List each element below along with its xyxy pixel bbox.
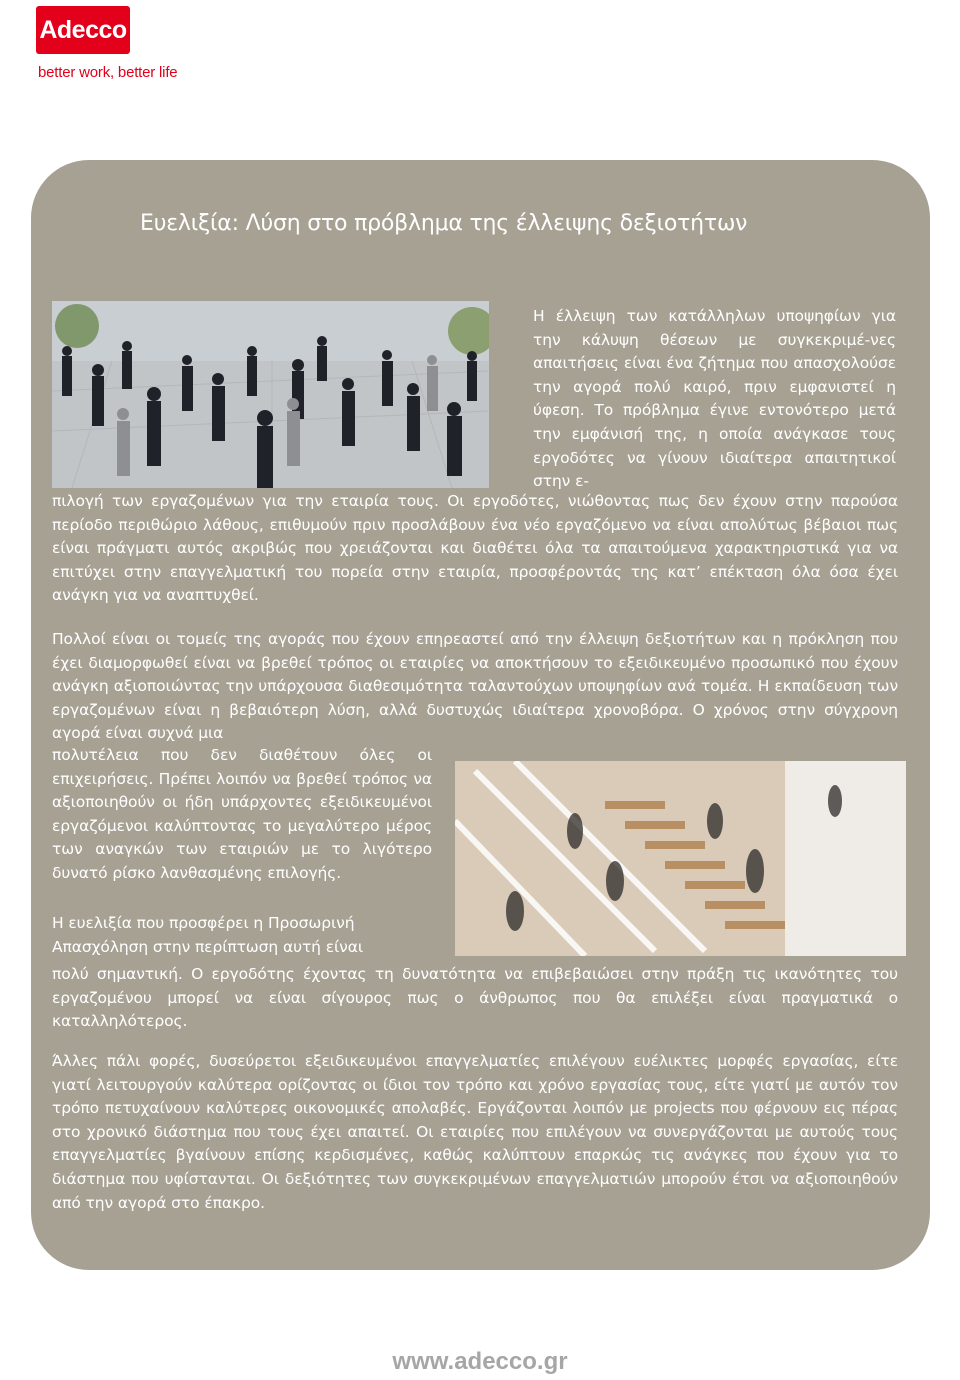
paragraph-5: Άλλες πάλι φορές, δυσεύρετοι εξειδικευμένοι επαγγελματίες επιλέγουν ευέλικτες μορφές εργασίας, είτε γιατί λειτουργούν καλύτερα ορίζοντας οι ίδιοι τον τρόπο και χρόνο εργασίας τους, είτε γιατί με αυτόν τον τρόπο πετυχαίνουν καλύτερες οικονομικές απολαβές. Εργάζονται λοιπόν με projects που φέρνουν εις πέρας στο χρονικό διάστημα που τους έχει απαιτεί. Οι εταιρίες που επιλέγουν να συνεργάζονται με αυτούς τους επαγγελματίες βγαίνουν επίσης κερδισμένες, καθώς καλύπτουν επαρκώς τις ανάγκες που έχουν για το διάστημα που υφίστανται. Οι δεξιότητες των συγκεκριμένων επαγγελματιών μπορούν έτσι να αξιοποιηθούν από την αγορά στο έπακρο. [52,1052,898,1212]
paragraph-3: πολυτέλεια που δεν διαθέτουν όλες οι επιχειρήσεις. Πρέπει λοιπόν να βρεθεί τρόπος να αξιοποιηθούν οι ήδη υπάρχοντες εξειδικευμένοι εργαζόμενοι καλύπτοντας το μεγαλύτερο μέρος των αναγκών των εταιριών με το λιγότερο δυνατό ρίσκο λανθασμένης επιλογής. [52,746,432,882]
brand-tagline: better work, better life [38,64,178,81]
adecco-logo: Adecco [36,6,130,54]
paragraph-4-intro: Η ευελιξία που προσφέρει η Προσωρινή Απασχόληση στην περίπτωση αυτή είναι [52,914,363,956]
business-crowd-photo [52,301,489,488]
paragraph-1-continued: πιλογή των εργαζομένων για την εταιρία τους. Οι εργοδότες, νιώθοντας πως δεν έχουν στην παρούσα περίοδο περιθώριο λάθους, επιθυμούν πριν προσλάβουν ένα νέο εργαζόμενο να είναι απολύτως βέβαιοι πως είναι πράγματι αυτός ακριβώς που χρειάζονται και διαθέτει όλα τα απαιτούμενα χαρακτηριστικά για να επιτύχει στην επαγγελματική του πορεία στην εταιρία, προσφέροντάς της κατ’ επέκταση όλα όσα έχει ανάγκη για να αναπτυχθεί. [52,492,898,605]
footer-url-link[interactable]: www.adecco.gr [392,1348,568,1375]
paragraph-2: Πολλοί είναι οι τομείς της αγοράς που έχουν επηρεαστεί από την έλλειψη δεξιοτήτων και η πρόκληση που έχει διαμορφωθεί είναι να βρεθεί τρόπος οι εταιρίες να αποκτήσουν το εξειδικευμένο προσωπικό που έχουν ανάγκη αξιοποιώντας την υπάρχουσα διαθεσιμότητα ταλαντούχων υποψηφίων ανά τομέα. Η εκπαίδευση των εργαζομένων είναι η βεβαιότερη λύση, αλλά δυστυχώς ιδιαίτερα χρονοβόρα. Ο χρόνος στην σύγχρονη αγορά είναι συχνά μια [52,630,898,743]
paragraph-4-continued: πολύ σημαντική. Ο εργοδότης έχοντας τη δυνατότητα να επιβεβαιώσει στην πράξη τις ικανότητες του εργαζομένου μπορεί να είναι σίγουρος πως ο άνθρωπος που θα επιλέξει είναι πραγματικά ο καταλληλότερος. [52,965,898,1031]
article-title: Ευελιξία: Λύση στο πρόβλημα της έλλειψης δεξιοτήτων [140,210,748,236]
staircase-photo [455,761,906,956]
paragraph-1-intro: Η έλλειψη των κατάλληλων υποψηφίων για την κάλυψη θέσεων με συγκεκριμέ-νες απαιτήσεις είναι ένα ζήτημα που απασχολούσε την αγορά πολύ καιρό, πριν εμφανιστεί η ύφεση. Το πρόβλημα έγινε εντονότερο μετά την εμφάνισή της, η οποία ανάγκασε τους εργοδότες να γίνουν ιδιαίτερα απαιτητικοί στην ε- [533,307,896,491]
